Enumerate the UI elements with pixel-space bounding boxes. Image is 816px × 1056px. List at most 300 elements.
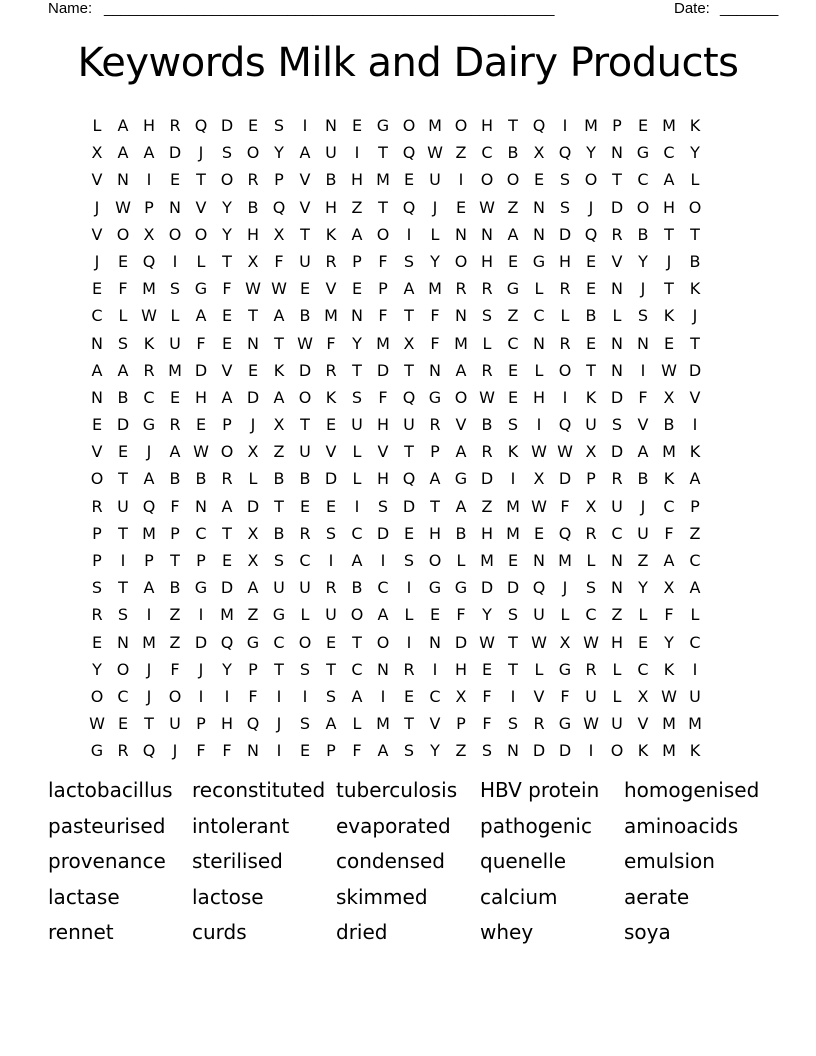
grid-letter: A (507, 224, 519, 244)
grid-letter: Q (584, 224, 598, 244)
grid-letter: T (664, 279, 674, 299)
grid-letter: V (377, 442, 389, 462)
grid-letter: I (510, 469, 516, 489)
grid-letter: V (455, 415, 467, 435)
grid-letter: D (610, 197, 624, 217)
grid-letter: I (562, 116, 568, 135)
grid-letter: T (274, 496, 284, 516)
grid-letter: Z (637, 551, 649, 570)
grid-letter: T (404, 442, 414, 462)
grid-letter: Q (246, 714, 260, 734)
grid-letter: N (429, 632, 441, 652)
grid-letter: B (637, 224, 649, 244)
grid-letter: G (90, 741, 104, 761)
grid-letter: T (404, 306, 414, 326)
grid-letter: U (585, 415, 597, 435)
grid-letter: V (299, 197, 311, 217)
grid-letter: T (508, 659, 518, 679)
grid-letter: U (325, 143, 337, 163)
word-list-item: evaporated (336, 813, 451, 838)
grid-letter: R (481, 279, 493, 299)
grid-letter: P (222, 415, 232, 435)
grid-letter: I (692, 415, 698, 435)
grid-letter: B (195, 469, 207, 489)
grid-letter: O (168, 686, 182, 706)
grid-letter: J (640, 279, 646, 299)
grid-letter: H (428, 523, 442, 543)
grid-letter: F (378, 306, 388, 326)
grid-letter: Z (273, 442, 285, 462)
grid-letter: F (170, 496, 180, 516)
grid-letter: I (432, 659, 438, 679)
grid-letter: S (403, 551, 415, 570)
grid-letter: J (692, 306, 698, 326)
grid-letter: O (558, 360, 572, 380)
grid-letter: P (144, 197, 154, 217)
grid-letter: R (143, 360, 155, 380)
grid-letter: B (507, 143, 519, 163)
grid-letter: N (351, 306, 363, 326)
grid-letter: U (299, 251, 311, 271)
grid-letter: X (455, 686, 467, 706)
grid-letter: O (298, 632, 312, 652)
grid-letter: Y (352, 333, 362, 353)
grid-letter: A (455, 360, 467, 380)
grid-letter: H (610, 632, 624, 652)
grid-letter: V (299, 170, 311, 190)
grid-letter: T (404, 360, 414, 380)
grid-letter: G (272, 605, 286, 625)
grid-letter: G (558, 659, 572, 679)
grid-letter: T (170, 551, 180, 570)
grid-letter: I (354, 143, 360, 163)
grid-letter: K (663, 659, 675, 679)
grid-letter: X (273, 415, 285, 435)
grid-letter: L (612, 686, 622, 706)
grid-letter: D (298, 360, 312, 380)
grid-letter: Q (402, 197, 416, 217)
grid-letter: A (169, 442, 181, 462)
grid-letter: F (274, 251, 284, 271)
grid-letter: S (221, 143, 233, 163)
grid-letter: C (91, 306, 103, 326)
grid-letter: K (585, 387, 597, 407)
grid-letter: G (246, 632, 260, 652)
grid-letter: T (118, 578, 128, 598)
grid-letter: F (664, 523, 674, 543)
grid-letter: Q (272, 197, 286, 217)
grid-letter: D (532, 741, 546, 761)
grid-letter: Q (402, 469, 416, 489)
grid-letter: P (690, 496, 700, 516)
grid-letter: R (325, 251, 337, 271)
grid-letter: P (430, 442, 440, 462)
grid-letter: Y (222, 224, 232, 244)
grid-letter: G (506, 279, 520, 299)
grid-letter: U (299, 578, 311, 598)
grid-letter: D (558, 469, 572, 489)
grid-letter: H (480, 251, 494, 271)
grid-letter: Y (482, 605, 492, 625)
grid-letter: D (376, 523, 390, 543)
grid-letter: Z (351, 197, 363, 217)
grid-letter: F (378, 251, 388, 271)
grid-letter: B (351, 578, 363, 598)
grid-letter: E (325, 415, 337, 435)
grid-letter: Z (169, 632, 181, 652)
grid-letter: I (302, 686, 308, 706)
grid-letter: I (692, 659, 698, 679)
grid-letter: E (507, 360, 519, 380)
grid-letter: A (117, 360, 129, 380)
grid-letter: O (402, 116, 416, 135)
grid-letter: H (142, 116, 156, 135)
grid-letter: U (169, 714, 181, 734)
grid-letter: F (430, 333, 440, 353)
grid-letter: J (666, 251, 672, 271)
grid-letter: B (273, 469, 285, 489)
grid-letter: B (117, 387, 129, 407)
grid-letter: E (637, 116, 649, 135)
grid-letter: M (688, 714, 702, 734)
grid-letter: O (90, 469, 104, 489)
grid-letter: C (195, 523, 207, 543)
header (48, 0, 779, 20)
grid-letter: E (507, 387, 519, 407)
grid-letter: D (324, 469, 338, 489)
grid-letter: T (222, 251, 232, 271)
grid-letter: S (91, 578, 103, 598)
grid-letter: X (533, 469, 545, 489)
grid-letter: U (403, 415, 415, 435)
grid-letter: E (117, 442, 129, 462)
grid-letter: F (118, 279, 128, 299)
grid-letter: D (610, 387, 624, 407)
word-list-item: soya (624, 920, 671, 945)
grid-letter: N (455, 306, 467, 326)
grid-letter: I (198, 605, 204, 625)
grid-letter: C (637, 170, 649, 190)
grid-letter: H (480, 116, 494, 135)
grid-letter: N (611, 333, 623, 353)
grid-letter: N (611, 360, 623, 380)
grid-letter: W (479, 387, 495, 407)
grid-letter: I (406, 224, 412, 244)
grid-letter: C (611, 523, 623, 543)
grid-letter: H (194, 387, 208, 407)
grid-letter: G (428, 387, 442, 407)
grid-letter: C (689, 632, 701, 652)
grid-letter: C (481, 143, 493, 163)
grid-letter: G (428, 578, 442, 598)
grid-letter: S (325, 523, 337, 543)
grid-letter: P (352, 251, 362, 271)
page-title: Keywords Milk and Dairy Products (77, 40, 739, 86)
grid-letter: B (455, 523, 467, 543)
grid-letter: W (89, 714, 105, 734)
grid-letter: G (194, 578, 208, 598)
grid-letter: A (247, 578, 259, 598)
grid-letter: W (479, 632, 495, 652)
grid-letter: E (299, 741, 311, 761)
grid-letter: J (562, 578, 568, 598)
grid-letter: E (169, 170, 181, 190)
grid-letter: M (142, 632, 156, 652)
word-list-item: aminoacids (624, 813, 739, 838)
grid-letter: Q (532, 578, 546, 598)
grid-letter: D (506, 578, 520, 598)
grid-letter: X (247, 551, 259, 570)
word-list-item: dried (336, 920, 388, 945)
grid-letter: Q (142, 251, 156, 271)
grid-letter: I (224, 686, 230, 706)
grid-letter: B (299, 306, 311, 326)
grid-letter: I (380, 551, 386, 570)
grid-letter: D (558, 224, 572, 244)
grid-letter: T (352, 632, 362, 652)
grid-letter: M (506, 523, 520, 543)
grid-letter: U (689, 686, 701, 706)
grid-letter: O (90, 686, 104, 706)
word-list-item: skimmed (336, 884, 428, 909)
grid-letter: T (326, 659, 336, 679)
grid-letter: L (690, 605, 700, 625)
grid-letter: I (640, 360, 646, 380)
grid-letter: J (432, 197, 438, 217)
grid-letter: H (558, 251, 572, 271)
grid-letter: A (377, 741, 389, 761)
grid-letter: F (664, 605, 674, 625)
grid-letter: E (351, 116, 363, 135)
grid-letter: L (560, 306, 570, 326)
grid-letter: M (376, 714, 390, 734)
grid-letter: A (351, 686, 363, 706)
grid-letter: E (585, 279, 597, 299)
grid-letter: D (194, 632, 208, 652)
grid-letter: N (611, 551, 623, 570)
grid-letter: J (250, 415, 256, 435)
grid-letter: S (481, 741, 493, 761)
word-list-item: provenance (48, 849, 166, 874)
grid-letter: O (480, 170, 494, 190)
grid-letter: S (377, 496, 389, 516)
grid-letter: R (325, 360, 337, 380)
grid-letter: P (456, 714, 466, 734)
grid-letter: A (351, 224, 363, 244)
grid-letter: B (273, 523, 285, 543)
grid-letter: F (326, 333, 336, 353)
grid-letter: K (507, 442, 519, 462)
grid-letter: X (247, 523, 259, 543)
grid-letter: F (560, 496, 570, 516)
date-label: Date: (674, 0, 710, 17)
grid-letter: Z (481, 496, 493, 516)
grid-letter: W (193, 442, 209, 462)
word-list-item: reconstituted (192, 778, 326, 802)
grid-letter: T (430, 496, 440, 516)
grid-letter: I (588, 741, 594, 761)
grid-letter: S (117, 333, 129, 353)
grid-letter: N (117, 632, 129, 652)
grid-letter: D (116, 415, 130, 435)
grid-letter: E (325, 496, 337, 516)
grid-letter: R (455, 279, 467, 299)
grid-letter: I (276, 741, 282, 761)
grid-letter: Z (169, 605, 181, 625)
grid-letter: H (246, 224, 260, 244)
grid-letter: F (456, 605, 466, 625)
grid-letter: B (637, 469, 649, 489)
grid-letter: U (117, 496, 129, 516)
grid-letter: I (146, 605, 152, 625)
grid-letter: S (611, 415, 623, 435)
grid-letter: S (585, 578, 597, 598)
grid-letter: A (221, 387, 233, 407)
grid-letter: D (246, 387, 260, 407)
grid-letter: C (377, 578, 389, 598)
grid-letter: W (531, 442, 547, 462)
grid-letter: R (169, 415, 181, 435)
grid-letter: W (531, 632, 547, 652)
grid-letter: V (91, 170, 103, 190)
grid-letter: E (169, 387, 181, 407)
grid-letter: E (403, 170, 415, 190)
grid-letter: E (221, 333, 233, 353)
grid-letter: M (428, 116, 442, 135)
grid-letter: K (143, 333, 155, 353)
grid-letter: T (274, 659, 284, 679)
grid-letter: L (118, 306, 128, 326)
grid-letter: S (507, 605, 519, 625)
grid-letter: R (403, 659, 415, 679)
grid-letter: D (220, 116, 234, 135)
grid-letter: T (118, 469, 128, 489)
grid-letter: O (116, 224, 130, 244)
grid-letter: U (273, 578, 285, 598)
grid-letter: L (534, 360, 544, 380)
grid-letter: Z (611, 605, 623, 625)
grid-letter: O (220, 442, 234, 462)
grid-letter: N (611, 279, 623, 299)
grid-letter: A (663, 170, 675, 190)
grid-letter: I (172, 251, 178, 271)
grid-letter: X (273, 224, 285, 244)
grid-letter: S (351, 387, 363, 407)
grid-letter: A (689, 469, 701, 489)
grid-letter: J (94, 197, 100, 217)
grid-letter: N (455, 224, 467, 244)
grid-letter: I (380, 686, 386, 706)
grid-letter: A (117, 143, 129, 163)
grid-letter: W (271, 279, 287, 299)
grid-letter: F (196, 333, 206, 353)
grid-letter: T (378, 197, 388, 217)
grid-letter: E (507, 551, 519, 570)
grid-letter: A (377, 605, 389, 625)
grid-letter: M (220, 605, 234, 625)
grid-letter: E (117, 251, 129, 271)
grid-letter: X (247, 251, 259, 271)
grid-letter: Y (222, 197, 232, 217)
grid-letter: C (637, 659, 649, 679)
grid-letter: C (117, 686, 129, 706)
grid-letter: B (169, 578, 181, 598)
grid-letter: J (198, 143, 204, 163)
grid-letter: E (299, 279, 311, 299)
grid-letter: S (325, 686, 337, 706)
grid-letter: R (325, 578, 337, 598)
grid-letter: C (351, 523, 363, 543)
grid-letter: K (637, 741, 649, 761)
grid-letter: P (274, 170, 284, 190)
grid-letter: M (376, 170, 390, 190)
grid-letter: R (611, 224, 623, 244)
word-list-item: pasteurised (48, 813, 166, 838)
grid-letter: W (115, 197, 131, 217)
grid-letter: L (300, 605, 310, 625)
grid-letter: S (273, 116, 285, 135)
word-list-item: pathogenic (480, 813, 592, 838)
grid-letter: M (376, 333, 390, 353)
grid-letter: E (585, 333, 597, 353)
word-list (48, 778, 768, 956)
grid-letter: X (247, 442, 259, 462)
grid-letter: E (247, 116, 259, 135)
grid-letter: C (585, 605, 597, 625)
grid-letter: H (532, 387, 546, 407)
grid-letter: S (559, 170, 571, 190)
grid-letter: A (299, 143, 311, 163)
grid-letter: U (585, 686, 597, 706)
grid-letter: T (508, 116, 518, 135)
grid-letter: N (533, 197, 545, 217)
grid-letter: A (143, 143, 155, 163)
grid-letter: N (611, 578, 623, 598)
grid-letter: L (456, 551, 466, 570)
grid-letter: R (585, 523, 597, 543)
grid-letter: F (378, 387, 388, 407)
grid-letter: Q (402, 387, 416, 407)
grid-letter: B (325, 170, 337, 190)
grid-letter: I (146, 170, 152, 190)
grid-letter: N (91, 333, 103, 353)
grid-letter: M (142, 279, 156, 299)
grid-letter: K (689, 116, 701, 135)
grid-letter: S (299, 714, 311, 734)
grid-letter: D (610, 442, 624, 462)
grid-letter: E (663, 333, 675, 353)
grid-letter: X (403, 333, 415, 353)
word-list-item: rennet (48, 920, 114, 945)
grid-letter: Q (558, 143, 572, 163)
grid-letter: A (689, 578, 701, 598)
grid-letter: Y (638, 578, 648, 598)
grid-letter: E (637, 632, 649, 652)
grid-letter: X (91, 143, 103, 163)
grid-letter: C (299, 551, 311, 570)
grid-letter: A (351, 551, 363, 570)
grid-letter: X (559, 632, 571, 652)
grid-letter: A (429, 469, 441, 489)
grid-letter: H (376, 415, 390, 435)
grid-letter: V (325, 279, 337, 299)
grid-letter: N (169, 197, 181, 217)
grid-letter: B (663, 415, 675, 435)
grid-letter: P (92, 523, 102, 543)
grid-letter: O (454, 116, 468, 135)
grid-letter: A (143, 578, 155, 598)
grid-letter: L (92, 116, 102, 135)
